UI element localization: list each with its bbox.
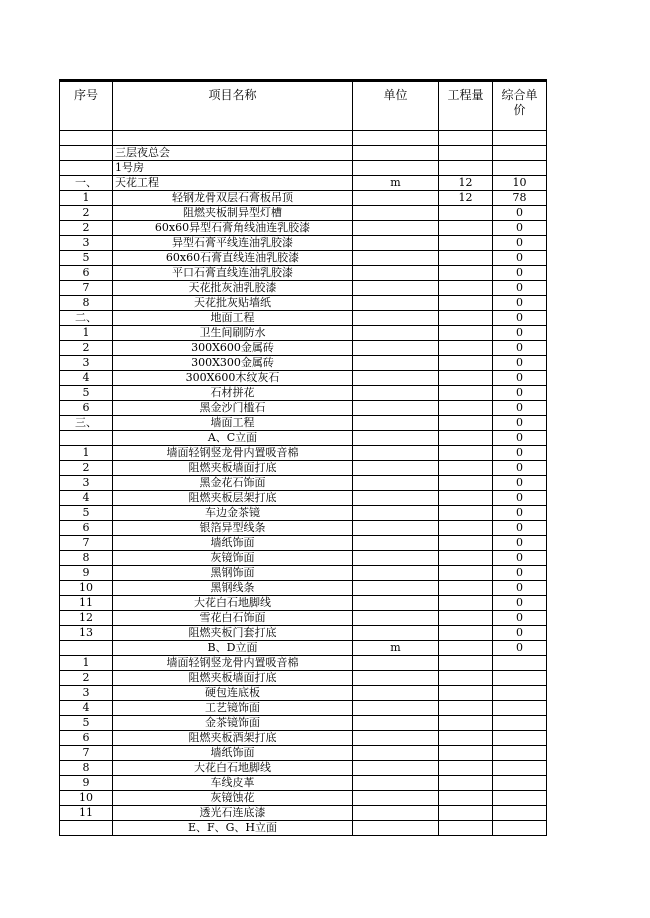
header-qty: 工程量 xyxy=(439,82,493,131)
cell-qty xyxy=(439,746,493,761)
table-row xyxy=(60,431,547,446)
table-row xyxy=(60,356,547,371)
cell-price xyxy=(493,746,547,761)
cell-qty xyxy=(439,341,493,356)
cell-price xyxy=(493,791,547,806)
cell-seq xyxy=(60,161,113,176)
table-row xyxy=(60,671,547,686)
cell-name: 阻燃夹板墙面打底 xyxy=(113,671,353,686)
cell-qty xyxy=(439,821,493,836)
cell-unit xyxy=(353,761,439,776)
cell-name: 平口石膏直线连油乳胶漆 xyxy=(113,266,353,281)
cell-price xyxy=(493,656,547,671)
cell-name: 阻燃夹板墙面打底 xyxy=(113,461,353,476)
cell-qty xyxy=(439,221,493,236)
cell-unit xyxy=(353,491,439,506)
cell-unit xyxy=(353,791,439,806)
cell-unit xyxy=(353,446,439,461)
cell-price: 0 xyxy=(493,581,547,596)
cell-name: 60x60异型石膏角线油连乳胶漆 xyxy=(113,221,353,236)
cell-seq: 9 xyxy=(60,776,113,791)
cell-price: 0 xyxy=(493,491,547,506)
cell-name: 300X300金属砖 xyxy=(113,356,353,371)
table-row xyxy=(60,146,547,161)
cell-unit xyxy=(353,611,439,626)
header-row xyxy=(60,82,547,131)
cell-price xyxy=(493,671,547,686)
cell-seq: 1 xyxy=(60,191,113,206)
cell-name: 车边金茶镜 xyxy=(113,506,353,521)
cell-price xyxy=(493,686,547,701)
cell-qty xyxy=(439,401,493,416)
table-row xyxy=(60,281,547,296)
cell-unit: m xyxy=(353,641,439,656)
cell-price xyxy=(493,146,547,161)
cell-unit xyxy=(353,386,439,401)
cell-seq: 11 xyxy=(60,806,113,821)
cell-unit xyxy=(353,251,439,266)
cell-seq xyxy=(60,821,113,836)
cell-qty xyxy=(439,686,493,701)
cell-qty xyxy=(439,731,493,746)
cell-name: E、F、G、H立面 xyxy=(113,821,353,836)
cell-name: 卫生间刷防水 xyxy=(113,326,353,341)
table-row xyxy=(60,521,547,536)
cell-price: 0 xyxy=(493,221,547,236)
cell-seq: 5 xyxy=(60,506,113,521)
cell-price xyxy=(493,761,547,776)
cell-unit xyxy=(353,746,439,761)
cell-qty xyxy=(439,461,493,476)
cell-qty xyxy=(439,701,493,716)
cell-seq: 6 xyxy=(60,731,113,746)
cell-name: 阻燃夹板门套打底 xyxy=(113,626,353,641)
table-row xyxy=(60,326,547,341)
cell-seq: 7 xyxy=(60,536,113,551)
cell-unit xyxy=(353,461,439,476)
cell-seq xyxy=(60,641,113,656)
cell-qty xyxy=(439,521,493,536)
cell-seq: 6 xyxy=(60,401,113,416)
cell-name: 透光石连底漆 xyxy=(113,806,353,821)
cell-name: 天花批灰贴墙纸 xyxy=(113,296,353,311)
cell-qty xyxy=(439,656,493,671)
cell-name: 雪花白石饰面 xyxy=(113,611,353,626)
cell-price xyxy=(493,701,547,716)
cell-name: 300X600金属砖 xyxy=(113,341,353,356)
cell-unit xyxy=(353,821,439,836)
table-row xyxy=(60,746,547,761)
cell-unit xyxy=(353,431,439,446)
cell-price: 0 xyxy=(493,206,547,221)
table-row xyxy=(60,236,547,251)
cell-seq: 4 xyxy=(60,371,113,386)
cell-qty xyxy=(439,776,493,791)
cell-qty xyxy=(439,416,493,431)
cell-name: 地面工程 xyxy=(113,311,353,326)
cell-seq: 5 xyxy=(60,386,113,401)
cell-seq: 4 xyxy=(60,701,113,716)
cell-unit xyxy=(353,596,439,611)
table-row xyxy=(60,416,547,431)
cell-name: 1号房 xyxy=(113,161,353,176)
cell-name: 灰镜蚀花 xyxy=(113,791,353,806)
cell-unit xyxy=(353,236,439,251)
table-row xyxy=(60,251,547,266)
table-row xyxy=(60,206,547,221)
cell-price xyxy=(493,731,547,746)
table-row xyxy=(60,296,547,311)
cell-name: 工艺镜饰面 xyxy=(113,701,353,716)
cell-unit xyxy=(353,161,439,176)
cell-seq: 5 xyxy=(60,716,113,731)
cell-seq: 2 xyxy=(60,461,113,476)
table-row xyxy=(60,476,547,491)
cell-unit xyxy=(353,296,439,311)
cell-price: 0 xyxy=(493,356,547,371)
table-row xyxy=(60,176,547,191)
cell-name: B、D立面 xyxy=(113,641,353,656)
table-row xyxy=(60,611,547,626)
table-row xyxy=(60,791,547,806)
cell-price: 0 xyxy=(493,236,547,251)
table-row xyxy=(60,581,547,596)
cell-unit xyxy=(353,686,439,701)
cell-qty xyxy=(439,446,493,461)
cell-qty xyxy=(439,581,493,596)
cell-price: 0 xyxy=(493,281,547,296)
cell-name: 阻燃夹板层架打底 xyxy=(113,491,353,506)
cell-unit xyxy=(353,146,439,161)
cell-unit xyxy=(353,326,439,341)
cell-name: 硬包连底板 xyxy=(113,686,353,701)
cell-name: 阻燃夹板酒架打底 xyxy=(113,731,353,746)
cell-unit xyxy=(353,626,439,641)
cell-qty xyxy=(439,146,493,161)
cell-price: 0 xyxy=(493,461,547,476)
cell-price: 0 xyxy=(493,371,547,386)
table-row xyxy=(60,311,547,326)
cell-name: 轻钢龙骨双层石膏板吊顶 xyxy=(113,191,353,206)
cell-qty xyxy=(439,266,493,281)
cell-unit xyxy=(353,656,439,671)
cell-qty xyxy=(439,506,493,521)
cell-name: 阻燃夹板制异型灯槽 xyxy=(113,206,353,221)
cell-qty: 12 xyxy=(439,176,493,191)
cell-qty xyxy=(439,791,493,806)
table-row xyxy=(60,536,547,551)
cell-qty xyxy=(439,356,493,371)
cell-seq xyxy=(60,431,113,446)
cell-qty xyxy=(439,296,493,311)
table-row xyxy=(60,191,547,206)
cell-qty xyxy=(439,206,493,221)
cell-qty xyxy=(439,251,493,266)
cell-price: 0 xyxy=(493,596,547,611)
cell-name: 天花批灰油乳胶漆 xyxy=(113,281,353,296)
cell-seq: 2 xyxy=(60,206,113,221)
cell-unit xyxy=(353,671,439,686)
cell-price xyxy=(493,161,547,176)
cell-qty xyxy=(439,491,493,506)
cell-name: 异型石膏平线连油乳胶漆 xyxy=(113,236,353,251)
cell-seq: 6 xyxy=(60,521,113,536)
cell-qty xyxy=(439,326,493,341)
table-row xyxy=(60,686,547,701)
quote-sheet xyxy=(59,79,547,836)
cell-seq: 13 xyxy=(60,626,113,641)
cell-unit xyxy=(353,356,439,371)
table-row xyxy=(60,596,547,611)
cell-seq: 1 xyxy=(60,446,113,461)
cell-qty xyxy=(439,431,493,446)
cell-price: 0 xyxy=(493,506,547,521)
cell-unit xyxy=(353,476,439,491)
cell-price: 0 xyxy=(493,266,547,281)
cell-seq: 11 xyxy=(60,596,113,611)
cell-name: 墙面轻钢竖龙骨内置吸音棉 xyxy=(113,656,353,671)
cell-seq: 3 xyxy=(60,356,113,371)
cell-unit xyxy=(353,416,439,431)
cell-name: 黑钢饰面 xyxy=(113,566,353,581)
cell-unit xyxy=(353,701,439,716)
cell-price xyxy=(493,806,547,821)
cell-qty xyxy=(439,281,493,296)
cell-name: 墙纸饰面 xyxy=(113,746,353,761)
table-row xyxy=(60,221,547,236)
cell-name: 墙纸饰面 xyxy=(113,536,353,551)
cell-seq: 8 xyxy=(60,761,113,776)
table-row xyxy=(60,386,547,401)
cell-unit xyxy=(353,206,439,221)
table-row xyxy=(60,551,547,566)
cell-price: 0 xyxy=(493,341,547,356)
table-row xyxy=(60,446,547,461)
cell-unit xyxy=(353,401,439,416)
cell-name: 大花白石地脚线 xyxy=(113,596,353,611)
cell-price: 0 xyxy=(493,296,547,311)
cell-name: 墙面轻钢竖龙骨内置吸音棉 xyxy=(113,446,353,461)
cell-name: 黑金花石饰面 xyxy=(113,476,353,491)
table-row xyxy=(60,341,547,356)
cell-unit xyxy=(353,506,439,521)
cell-price xyxy=(493,821,547,836)
cell-price xyxy=(493,776,547,791)
cell-qty xyxy=(439,611,493,626)
cell-qty xyxy=(439,566,493,581)
table-row xyxy=(60,776,547,791)
cell-seq: 2 xyxy=(60,671,113,686)
cell-seq: 9 xyxy=(60,566,113,581)
cell-qty xyxy=(439,626,493,641)
cell-unit xyxy=(353,341,439,356)
cell-unit xyxy=(353,731,439,746)
cell-price: 0 xyxy=(493,386,547,401)
cell-seq: 6 xyxy=(60,266,113,281)
cell-name: 三层夜总会 xyxy=(113,146,353,161)
cell-seq: 1 xyxy=(60,656,113,671)
cell-seq: 7 xyxy=(60,746,113,761)
cell-unit xyxy=(353,191,439,206)
cell-unit xyxy=(353,311,439,326)
cell-price: 78 xyxy=(493,191,547,206)
cell-price: 0 xyxy=(493,566,547,581)
cell-name: 黑金沙门槛石 xyxy=(113,401,353,416)
cell-seq: 1 xyxy=(60,326,113,341)
cell-seq: 3 xyxy=(60,476,113,491)
cell-price: 0 xyxy=(493,641,547,656)
cell-qty xyxy=(439,161,493,176)
cell-name: 300X600木纹灰石 xyxy=(113,371,353,386)
cell-qty: 12 xyxy=(439,191,493,206)
table-row xyxy=(60,761,547,776)
table-row xyxy=(60,266,547,281)
cell-name: 大花白石地脚线 xyxy=(113,761,353,776)
cell-unit xyxy=(353,566,439,581)
cell-unit xyxy=(353,536,439,551)
quote-table xyxy=(59,79,547,836)
cell-seq: 4 xyxy=(60,491,113,506)
cell-seq: 3 xyxy=(60,686,113,701)
cell-unit xyxy=(353,581,439,596)
spacer-row xyxy=(60,131,547,146)
cell-seq: 12 xyxy=(60,611,113,626)
table-row xyxy=(60,161,547,176)
cell-seq: 10 xyxy=(60,791,113,806)
cell-name: 灰镜饰面 xyxy=(113,551,353,566)
cell-unit xyxy=(353,371,439,386)
cell-unit xyxy=(353,281,439,296)
table-row xyxy=(60,371,547,386)
cell-qty xyxy=(439,476,493,491)
header-seq: 序号 xyxy=(60,82,113,131)
cell-seq: 2 xyxy=(60,221,113,236)
cell-seq: 三、 xyxy=(60,416,113,431)
cell-unit xyxy=(353,776,439,791)
table-row xyxy=(60,641,547,656)
cell-name: 车线皮革 xyxy=(113,776,353,791)
cell-qty xyxy=(439,311,493,326)
cell-price: 0 xyxy=(493,311,547,326)
table-row xyxy=(60,506,547,521)
cell-seq: 8 xyxy=(60,296,113,311)
table-row xyxy=(60,491,547,506)
cell-price: 0 xyxy=(493,551,547,566)
cell-unit xyxy=(353,716,439,731)
table-row xyxy=(60,716,547,731)
cell-qty xyxy=(439,536,493,551)
cell-price: 0 xyxy=(493,326,547,341)
cell-qty xyxy=(439,716,493,731)
cell-name: 天花工程 xyxy=(113,176,353,191)
cell-qty xyxy=(439,551,493,566)
cell-price: 0 xyxy=(493,416,547,431)
cell-price: 0 xyxy=(493,536,547,551)
cell-seq: 5 xyxy=(60,251,113,266)
cell-qty xyxy=(439,641,493,656)
cell-seq: 一、 xyxy=(60,176,113,191)
cell-price xyxy=(493,716,547,731)
table-row xyxy=(60,401,547,416)
cell-seq: 8 xyxy=(60,551,113,566)
cell-name: 墙面工程 xyxy=(113,416,353,431)
cell-price: 0 xyxy=(493,476,547,491)
table-row xyxy=(60,566,547,581)
cell-unit xyxy=(353,806,439,821)
header-price: 综合单 价 xyxy=(493,82,547,131)
cell-price: 0 xyxy=(493,626,547,641)
cell-name: 60x60石膏直线连油乳胶漆 xyxy=(113,251,353,266)
cell-name: A、C立面 xyxy=(113,431,353,446)
table-row xyxy=(60,626,547,641)
cell-seq: 10 xyxy=(60,581,113,596)
cell-seq: 3 xyxy=(60,236,113,251)
cell-name: 黑钢线条 xyxy=(113,581,353,596)
cell-unit xyxy=(353,521,439,536)
cell-qty xyxy=(439,761,493,776)
cell-qty xyxy=(439,236,493,251)
cell-name: 石材拼花 xyxy=(113,386,353,401)
cell-qty xyxy=(439,371,493,386)
cell-seq: 7 xyxy=(60,281,113,296)
table-row xyxy=(60,731,547,746)
cell-price: 0 xyxy=(493,611,547,626)
cell-seq: 2 xyxy=(60,341,113,356)
cell-name: 银箔异型线条 xyxy=(113,521,353,536)
header-name: 项目名称 xyxy=(113,82,353,131)
table-row xyxy=(60,656,547,671)
cell-price: 0 xyxy=(493,446,547,461)
table-row xyxy=(60,701,547,716)
cell-unit xyxy=(353,266,439,281)
cell-price: 0 xyxy=(493,401,547,416)
cell-qty xyxy=(439,386,493,401)
table-row xyxy=(60,461,547,476)
cell-qty xyxy=(439,671,493,686)
cell-qty xyxy=(439,806,493,821)
cell-seq: 二、 xyxy=(60,311,113,326)
cell-name: 金茶镜饰面 xyxy=(113,716,353,731)
cell-unit xyxy=(353,551,439,566)
cell-price: 0 xyxy=(493,251,547,266)
cell-seq xyxy=(60,146,113,161)
table-row xyxy=(60,806,547,821)
table-row xyxy=(60,821,547,836)
cell-unit: m xyxy=(353,176,439,191)
cell-price: 10 xyxy=(493,176,547,191)
cell-qty xyxy=(439,596,493,611)
cell-price: 0 xyxy=(493,521,547,536)
cell-price: 0 xyxy=(493,431,547,446)
header-unit: 单位 xyxy=(353,82,439,131)
cell-unit xyxy=(353,221,439,236)
